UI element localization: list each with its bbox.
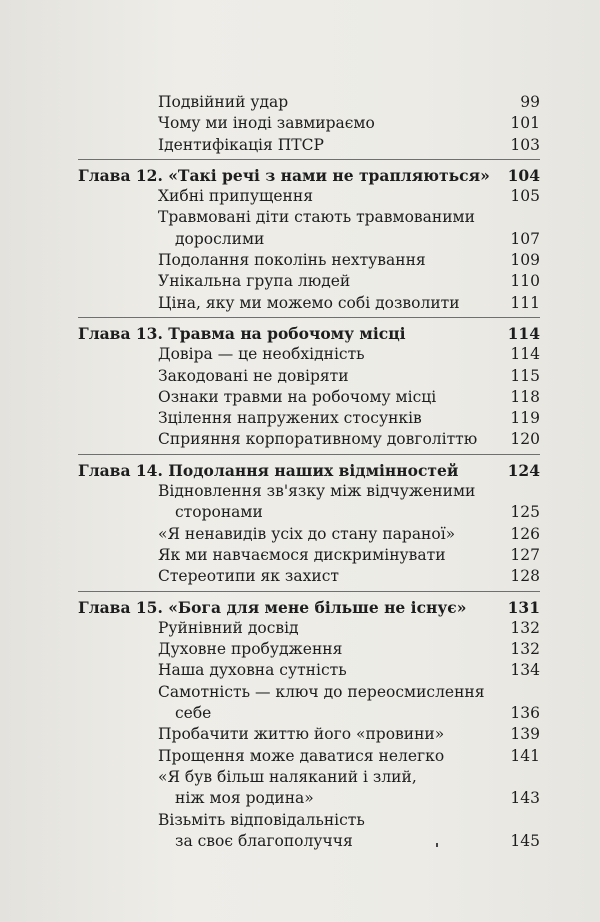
toc-entry — [78, 810, 540, 831]
toc-entry-title: Прощення може даватися нелегко — [158, 746, 445, 765]
toc-page-number: 143 — [510, 789, 540, 808]
toc-page-number: 109 — [510, 251, 540, 270]
toc-page-number: 114 — [507, 323, 540, 343]
toc-entry-title: Хибні припущення — [158, 187, 313, 206]
toc-entry-title: Глава 15. «Бога для мене більше не існує» — [78, 597, 467, 617]
toc-entry-continuation — [78, 502, 540, 523]
toc-entry — [78, 113, 540, 134]
toc-page-number: 115 — [510, 366, 540, 385]
toc-page-number: 126 — [510, 524, 540, 543]
ink-speck — [436, 843, 438, 847]
toc-page-number: 120 — [510, 430, 540, 449]
toc-page-number: 111 — [510, 293, 540, 312]
toc-page-number: 118 — [510, 387, 540, 406]
toc-entry-title-line1: Відновлення зв'язку між відчуженими — [158, 482, 476, 501]
toc-entry-title: «Я ненавидів усіх до стану параної» — [158, 524, 456, 543]
toc-entry — [78, 344, 540, 365]
toc-entry-title: Ідентифікація ПТСР — [158, 135, 324, 154]
toc-entry-title: Духовне пробудження — [158, 640, 343, 659]
toc-entry-continuation — [78, 703, 540, 724]
toc-page-number: 127 — [510, 545, 540, 564]
toc-page-number: 104 — [507, 165, 540, 185]
toc-page-number: 136 — [510, 704, 540, 723]
toc-entry-title-line2: дорослими — [175, 229, 265, 248]
toc-entry — [78, 408, 540, 429]
toc-entry — [78, 366, 540, 387]
toc-page-number: 119 — [510, 409, 540, 428]
toc-entry — [78, 481, 540, 502]
toc-page-number: 114 — [510, 345, 540, 364]
toc-entry — [78, 387, 540, 408]
toc-entry-title: Ціна, яку ми можемо собі дозволити — [158, 293, 460, 312]
toc-entry — [78, 186, 540, 207]
toc-page-number: 128 — [510, 567, 540, 586]
toc-entry — [78, 92, 540, 113]
toc-page-number: 110 — [510, 272, 540, 291]
toc-entry-title: Закодовані не довіряти — [158, 366, 349, 385]
toc-entry-title: Руйнівний досвід — [158, 618, 299, 637]
chapter-divider — [78, 317, 540, 318]
chapter-divider — [78, 591, 540, 592]
toc-page-number: 145 — [510, 831, 540, 850]
toc-entry-title-line1: Травмовані діти стають травмованими — [158, 208, 475, 227]
toc-entry-title: Подвійний удар — [158, 93, 289, 111]
toc-entry — [78, 135, 540, 156]
toc-page-number: 124 — [507, 460, 540, 480]
toc-page-number: 131 — [507, 597, 540, 617]
toc-entry-title-line1: «Я був більш наляканий і злий, — [158, 767, 417, 786]
toc-page-number: 103 — [510, 135, 540, 154]
toc-page-number: 132 — [510, 618, 540, 637]
toc-entry-title: Як ми навчаємося дискримінувати — [158, 545, 446, 564]
toc-entry-title: Подолання поколінь нехтування — [158, 251, 426, 270]
toc-entry-title: Ознаки травми на робочому місці — [158, 387, 437, 406]
toc-chapter-heading — [78, 323, 540, 344]
toc-entry-title: Стереотипи як захист — [158, 567, 339, 586]
toc-entry-title: Пробачити життю його «провини» — [158, 725, 445, 744]
toc-chapter-heading — [78, 165, 540, 186]
toc-entry-title: Зцілення напружених стосунків — [158, 409, 422, 428]
toc-entry-title-line2: ніж моя родина» — [175, 789, 314, 808]
chapter-divider — [78, 454, 540, 455]
toc-entry-title: Сприяння корпоративному довголіттю — [158, 430, 478, 449]
toc-entry — [78, 746, 540, 767]
toc-page-number: 139 — [510, 725, 540, 744]
toc-chapter-heading — [78, 597, 540, 618]
toc-entry — [78, 293, 540, 314]
toc-page-number: 134 — [510, 661, 540, 680]
toc-entry — [78, 639, 540, 660]
toc-entry — [78, 767, 540, 788]
table-of-contents — [78, 92, 540, 852]
chapter-divider — [78, 159, 540, 160]
toc-entry-title-line2: сторонами — [175, 503, 263, 522]
toc-entry — [78, 429, 540, 450]
toc-entry-title: Наша духовна сутність — [158, 661, 347, 680]
toc-page-number: 99 — [520, 93, 540, 111]
toc-entry-title: Унікальна група людей — [158, 272, 351, 291]
toc-page-number: 105 — [510, 187, 540, 206]
toc-entry-title: Чому ми іноді завмираємо — [158, 114, 375, 133]
toc-entry — [78, 250, 540, 271]
toc-entry — [78, 271, 540, 292]
toc-page-number: 107 — [510, 229, 540, 248]
toc-entry — [78, 618, 540, 639]
toc-entry-title: Глава 13. Травма на робочому місці — [78, 323, 406, 343]
toc-page-number: 101 — [510, 114, 540, 133]
toc-page-number: 141 — [510, 746, 540, 765]
toc-chapter-heading — [78, 460, 540, 481]
toc-entry-title-line2: себе — [175, 704, 212, 723]
toc-page-number: 132 — [510, 640, 540, 659]
toc-entry — [78, 524, 540, 545]
toc-entry — [78, 660, 540, 681]
toc-entry-continuation — [78, 229, 540, 250]
toc-entry-title-line1: Самотність — ключ до переосмислення — [158, 682, 485, 701]
toc-entry-continuation — [78, 831, 540, 852]
toc-entry-title-line1: Візьміть відповідальність — [158, 810, 365, 829]
toc-entry — [78, 566, 540, 587]
toc-page-number: 125 — [510, 503, 540, 522]
toc-entry — [78, 207, 540, 228]
toc-entry-title: Глава 14. Подолання наших відмінностей — [78, 460, 459, 480]
toc-entry-title: Глава 12. «Такі речі з нами не трапляються» — [78, 165, 490, 185]
toc-entry — [78, 724, 540, 745]
toc-entry-title-line2: за своє благополуччя — [175, 831, 353, 850]
toc-entry-title: Довіра — це необхідність — [158, 345, 365, 364]
toc-entry — [78, 545, 540, 566]
toc-entry-continuation — [78, 788, 540, 809]
toc-entry — [78, 682, 540, 703]
